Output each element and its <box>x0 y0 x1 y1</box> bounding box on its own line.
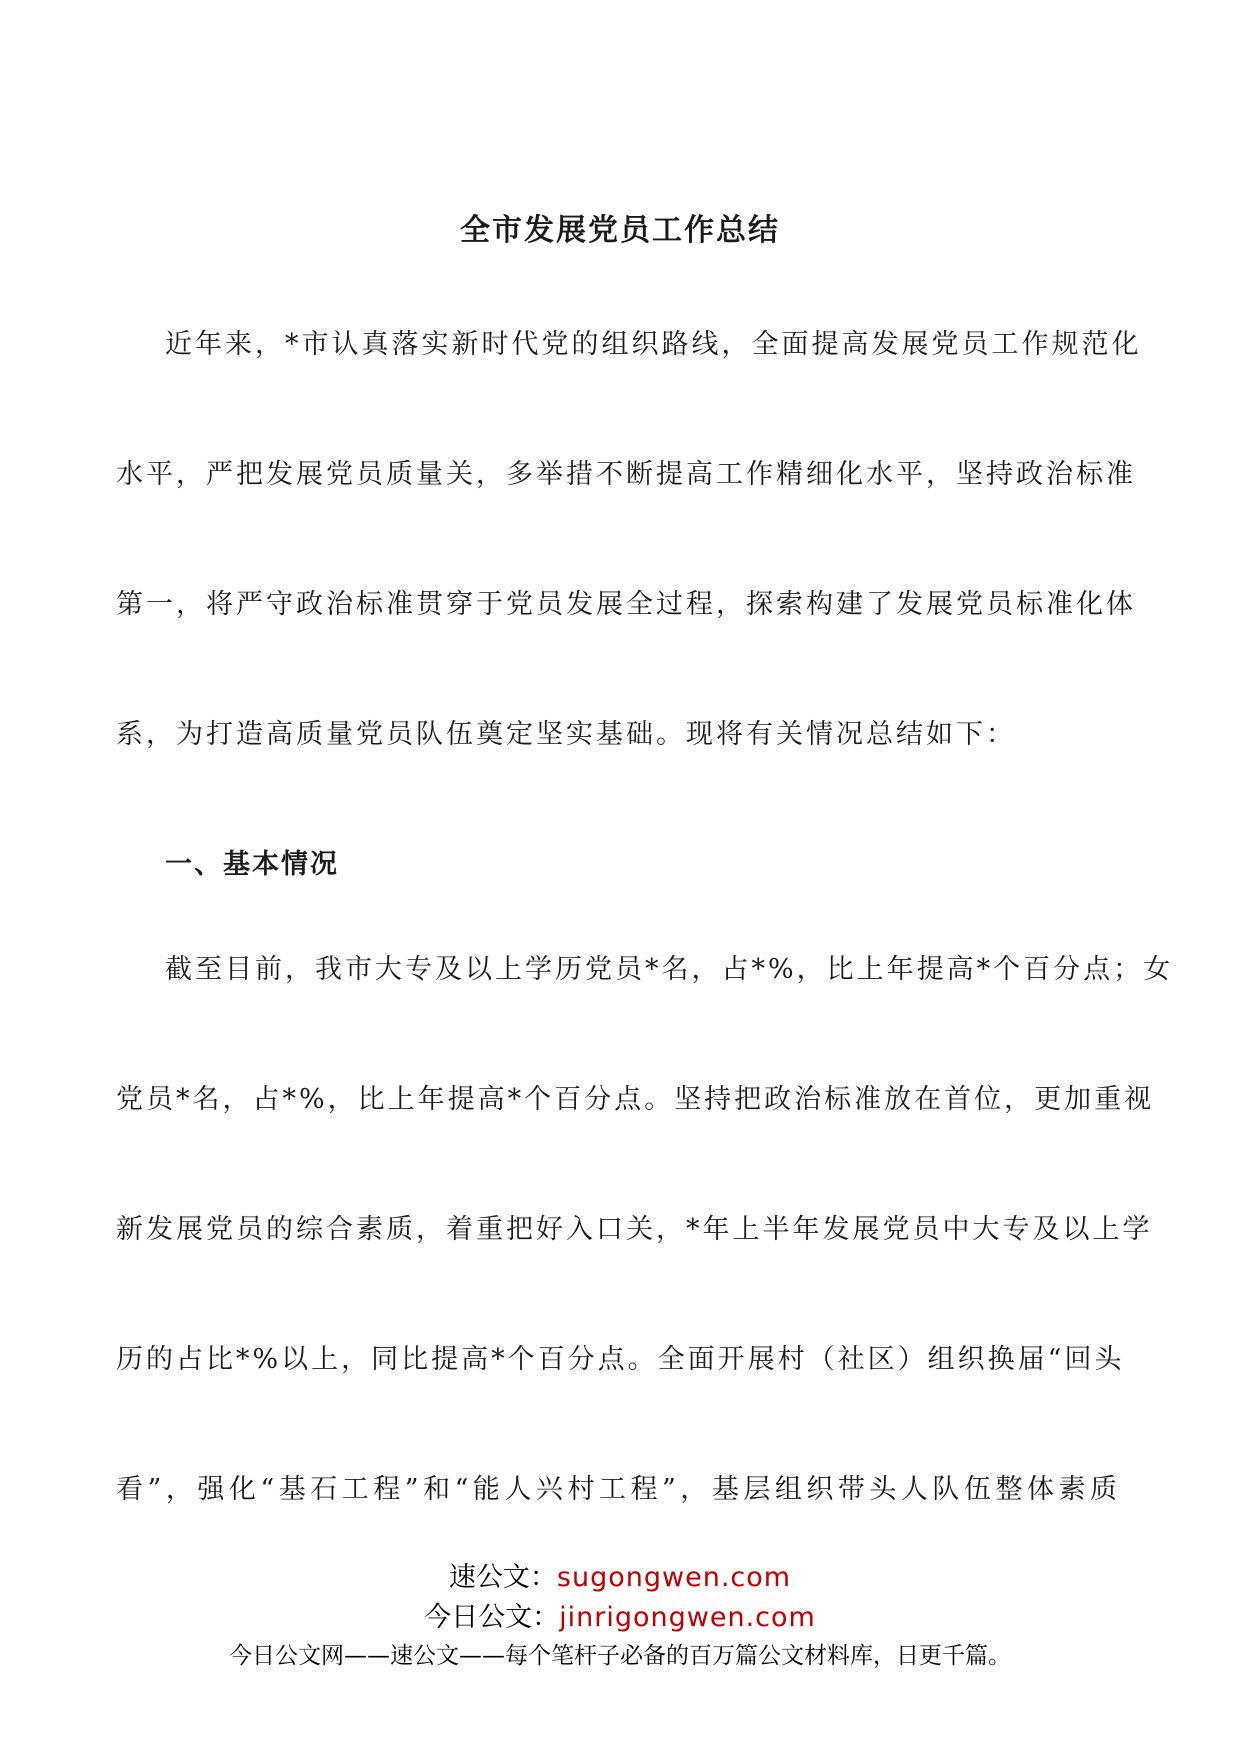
sugongwen-link[interactable]: sugongwen.com <box>556 1562 792 1593</box>
paragraph-line: 系，为打造高质量党员队伍奠定坚实基础。现将有关情况总结如下： <box>116 719 1016 750</box>
footer-sugongwen <box>0 1555 1240 1594</box>
jinrigongwen-link[interactable]: jinrigongwen.com <box>559 1602 816 1633</box>
paragraph-line: 历的占比*%以上，同比提高*个百分点。全面开展村（社区）组织换届“回头 <box>116 1344 1125 1375</box>
paragraph-line: 第一，将严守政治标准贯穿于党员发展全过程，探索构建了发展党员标准化体 <box>116 589 1136 620</box>
paragraph-line: 党员*名，占*%，比上年提高*个百分点。坚持把政治标准放在首位，更加重视 <box>116 1084 1155 1115</box>
document-title: 全市发展党员工作总结 <box>460 213 780 248</box>
paragraph-line: 截至目前，我市大专及以上学历党员*名，占*%，比上年提高*个百分点；女 <box>165 954 1174 985</box>
document-body <box>116 329 1174 1605</box>
paragraph-line: 看”，强化“基石工程”和“能人兴村工程”，基层组织带头人队伍整体素质 <box>116 1474 1120 1505</box>
paragraph-line: 近年来，*市认真落实新时代党的组织路线，全面提高发展党员工作规范化 <box>165 329 1142 360</box>
paragraph-line: 新发展党员的综合素质，着重把好入口关，*年上半年发展党员中大专及以上学 <box>116 1214 1153 1245</box>
section-heading: 一、基本情况 <box>165 849 339 880</box>
footer-slogan: 今日公文网——速公文——每个笔杆子必备的百万篇公文材料库，日更千篇。 <box>229 1643 1011 1669</box>
footer-label: 速公文： <box>448 1562 557 1593</box>
paragraph-line: 水平，严把发展党员质量关，多举措不断提高工作精细化水平，坚持政治标准 <box>116 459 1136 490</box>
footer-jinrigongwen <box>0 1595 1240 1634</box>
footer-label: 今日公文： <box>424 1602 560 1633</box>
